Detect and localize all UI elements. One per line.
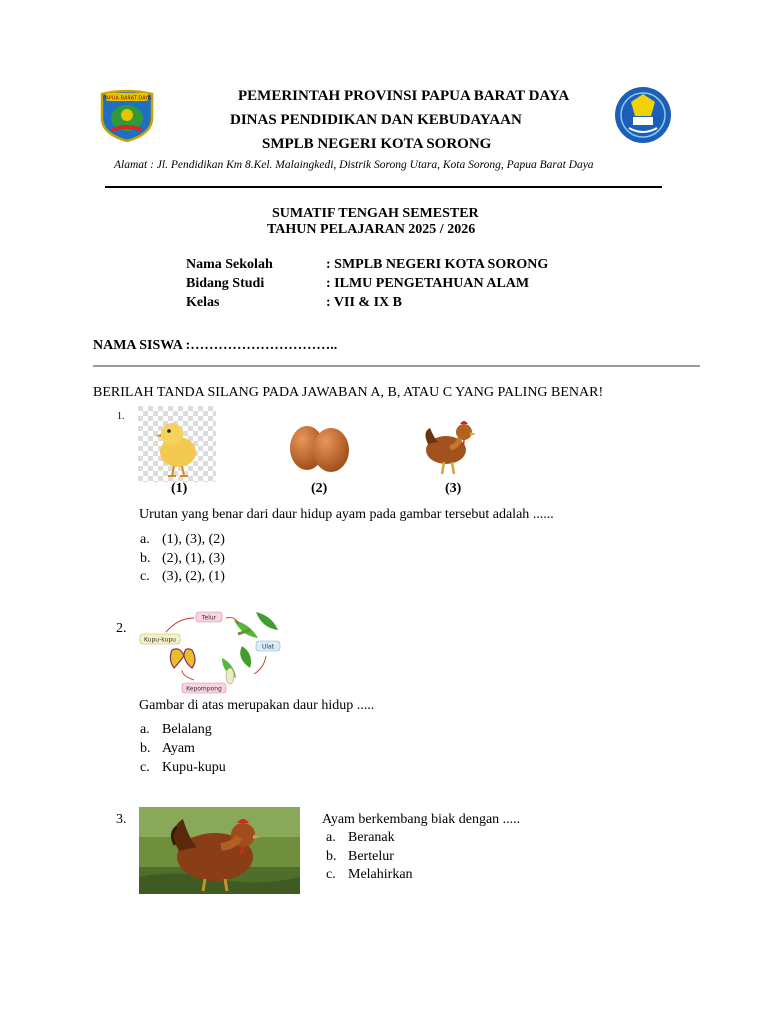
option-text: Melahirkan xyxy=(348,867,413,882)
image-label-3: (3) xyxy=(445,481,462,496)
option-text: Beranak xyxy=(348,830,395,845)
option-letter: b. xyxy=(326,849,337,864)
question-2-number: 2. xyxy=(116,621,127,636)
question-3-text: Ayam berkembang biak dengan ..... xyxy=(322,812,521,827)
option-letter: a. xyxy=(140,722,150,737)
option-text: (2), (1), (3) xyxy=(162,551,225,566)
image-label-1: (1) xyxy=(171,481,188,496)
q3-option-c[interactable] xyxy=(326,867,413,883)
label-telur: Telur xyxy=(201,614,217,622)
hen-photo xyxy=(139,807,300,894)
field-label-subject: Bidang Studi xyxy=(186,276,265,291)
chick-image xyxy=(138,406,216,482)
option-text: (1), (3), (2) xyxy=(162,532,225,547)
province-logo xyxy=(98,88,156,142)
option-letter: c. xyxy=(326,867,336,882)
student-name-field: NAMA SISWA :………………………….. xyxy=(93,338,338,353)
option-text: Kupu-kupu xyxy=(162,760,226,775)
hen-image-small xyxy=(420,412,482,478)
header-divider xyxy=(105,186,662,188)
q1-option-c[interactable] xyxy=(140,569,225,585)
header-line-1: PEMERINTAH PROVINSI PAPUA BARAT DAYA xyxy=(238,88,570,104)
q3-option-b[interactable] xyxy=(326,849,394,865)
option-text: (3), (2), (1) xyxy=(162,569,225,584)
question-2-text: Gambar di atas merupakan daur hidup ..... xyxy=(139,698,375,713)
q1-option-a[interactable] xyxy=(140,532,225,548)
label-kepompong: Kepompong xyxy=(186,685,222,693)
option-letter: c. xyxy=(140,569,150,584)
option-letter: a. xyxy=(140,532,150,547)
q3-option-a[interactable] xyxy=(326,830,395,846)
label-ulat: Ulat xyxy=(261,643,275,651)
eggs-image xyxy=(285,416,355,476)
q2-option-b[interactable] xyxy=(140,741,195,757)
option-text: Bertelur xyxy=(348,849,394,864)
header-line-3: SMPLB NEGERI KOTA SORONG xyxy=(262,136,492,152)
option-letter: b. xyxy=(140,741,151,756)
question-3-number: 3. xyxy=(116,812,127,827)
exam-year: TAHUN PELAJARAN 2025 / 2026 xyxy=(267,222,476,237)
image-label-2: (2) xyxy=(311,481,328,496)
field-value-school: : SMPLB NEGERI KOTA SORONG xyxy=(326,257,549,272)
tut-wuri-logo xyxy=(611,86,675,144)
field-label-school: Nama Sekolah xyxy=(186,257,273,272)
header-line-2: DINAS PENDIDIKAN DAN KEBUDAYAAN xyxy=(230,112,522,128)
question-1-text: Urutan yang benar dari daur hidup ayam pada gambar tersebut adalah ...... xyxy=(139,507,554,522)
name-divider xyxy=(93,365,700,367)
instruction-text: BERILAH TANDA SILANG PADA JAWABAN A, B, ATAU C YANG PALING BENAR! xyxy=(93,385,604,400)
field-label-class: Kelas xyxy=(186,295,220,310)
option-letter: a. xyxy=(326,830,336,845)
question-1-number: 1. xyxy=(117,411,125,422)
option-text: Ayam xyxy=(162,741,195,756)
q2-option-a[interactable] xyxy=(140,722,212,738)
q1-option-b[interactable] xyxy=(140,551,225,567)
label-kupu: Kupu-kupu xyxy=(144,636,176,644)
q2-option-c[interactable] xyxy=(140,760,226,776)
field-value-class: : VII & IX B xyxy=(326,295,402,310)
field-value-subject: : ILMU PENGETAHUAN ALAM xyxy=(326,276,530,291)
option-letter: c. xyxy=(140,760,150,775)
option-letter: b. xyxy=(140,551,151,566)
butterfly-lifecycle-diagram xyxy=(138,606,288,694)
exam-title: SUMATIF TENGAH SEMESTER xyxy=(272,206,479,221)
header-address: Alamat : Jl. Pendidikan Km 8.Kel. Malaingkedi, Distrik Sorong Utara, Kota Sorong, Papua Barat Daya xyxy=(114,159,594,171)
option-text: Belalang xyxy=(162,722,212,737)
svg-text:PAPUA BARAT DAYA: PAPUA BARAT DAYA xyxy=(102,95,152,102)
